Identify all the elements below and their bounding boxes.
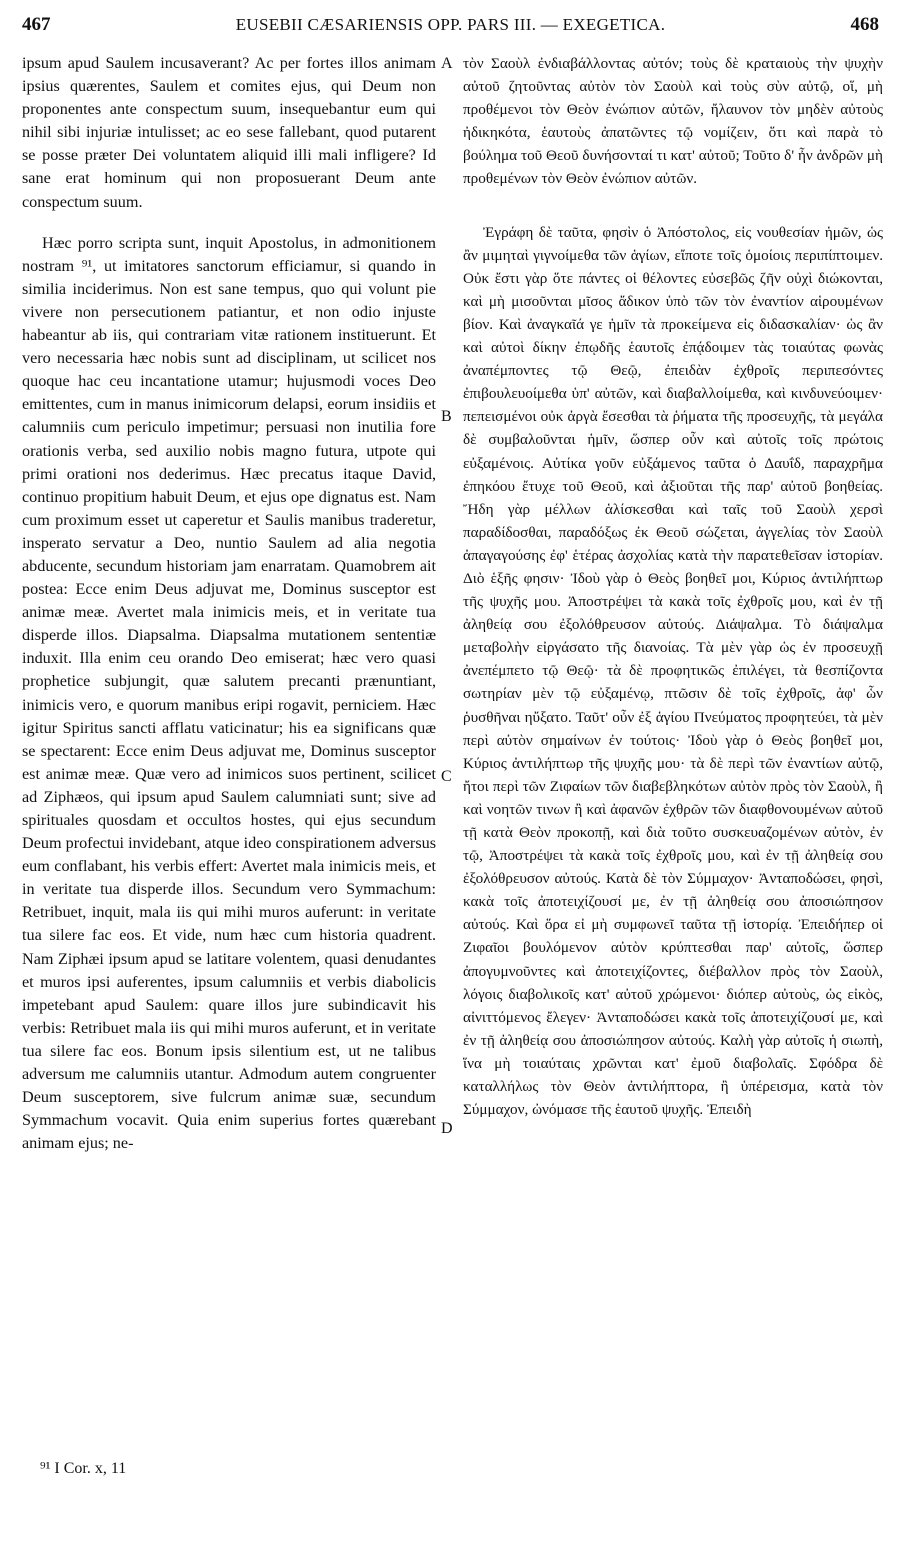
margin-marker-d: D [441, 1120, 453, 1137]
running-header [22, 14, 879, 40]
margin-marker-b: B [441, 408, 452, 425]
greek-paragraph-2: Ἐγράφη δὲ ταῦτα, φησὶν ὁ Ἀπόστολος, εἰς νουθεσίαν ἡμῶν, ὡς ἂν μιμηταὶ γιγνοίμεθα τῶν ἁγίων, εἴποτε τοῖς ὁμοίοις περιπίπτοιμεν. Οὐκ ἔστι γὰρ ὅτε πάντες οἱ θέλοντες εὐσεβῶς ζῆν οὐχὶ διώκονται, καὶ μὴ μισοῦνται μῖσος ἄδικον ὑπὸ τῶν τὸν ἐναντίον αἱρουμένων βίον. Καὶ ἀναγκαῖά γε ἡμῖν τὰ προκείμενα εἰς διδασκαλίαν· ὡς ἂν καὶ αὐτοὶ δίκην ἐπῳδῆς ἑαυτοῖς ἐπᾴδοιμεν τὰς τοιαύτας φωνὰς ἀναπέμποντες τῷ Θεῷ, ἐπειδὰν ἐχθροῖς περιπεσόντες ἐπιβουλευοίμεθα ὑπ' αὐτῶν, καὶ διαβαλλοίμεθα, καὶ κινδυνεύοιμεν· πεπεισμένοι οὐκ ἀργὰ ἔσεσθαι τὰ ῥήματα τῆς προσευχῆς, τὰ μεγάλα δὲ συμβαλοῦνται ἡμῖν, ὥσπερ οὖν καὶ αὐτοῖς τοῖς πρώτοις εὐξαμένοις. Αὐτίκα γοῦν εὐξάμενος ταῦτα ὁ Δαυΐδ, παραχρῆμα ἐπηκόου ἔτυχε τοῦ Θεοῦ, καὶ ἀξιοῦται τῆς παρ' αὐτοῦ βοηθείας. Ἤδη γὰρ μέλλων ἁλίσκεσθαι καὶ ταῖς τοῦ Σαοὺλ χερσὶ παραδίδοσθαι, παραδόξως ἐκ Θεοῦ σώζεται, ἀγγελίας τὸν Σαοὺλ ἀπαγαγούσης ἐφ' ἑτέρας ἀσχολίας κατὰ τὴν παρατεθεῖσαν ἱστορίαν. Διὸ ἑξῆς φησιν· Ἰδοὺ γὰρ ὁ Θεὸς βοηθεῖ μοι, Κύριος ἀντιλήπτωρ τῆς ψυχῆς μου. Ἀποστρέψει τὰ κακὰ τοῖς ἐχθροῖς μου, καὶ ἐν τῇ ἀληθείᾳ σου ἐξολόθρευσον αὐτούς. Διάψαλμα. Τὸ διάψαλμα μεταβολὴν εἰργάσατο τῆς διανοίας. Τὰ μὲν γὰρ ὡς ἐν προσευχῇ ἀνεπέμπετο τῷ Θεῷ· τὰ δὲ προφητικῶς ἐπιλέγει, τὰ θεσπίζοντα σωτηρίαν μὲν τῷ εὐξαμένῳ, πτῶσιν δὲ τοῖς ἐχθροῖς, ἀφ' ὧν ῥυσθῆναι ηὔξατο. Ταῦτ' οὖν ἐξ ἁγίου Πνεύματος προφητεύει, τὰ μὲν περὶ αὐτὸν σημαίνων ἐν τούτοις· Ἰδοὺ γὰρ ὁ Θεὸς βοηθεῖ μοι, Κύριος ἀντιλήπτωρ τῆς ψυχῆς μου· τὰ δὲ περὶ τῶν ἐναντίων αὐτῷ, ἤτοι περὶ τῶν Ζιφαίων τῶν διαβεβληκότων αὐτὸν πρὸς τὸν Σαοὺλ, ἢ καὶ νοητῶν τινων ἢ καὶ ἀφανῶν ἐχθρῶν τῶν διαφθονουμένων αὐτοῦ τῇ κατὰ Θεὸν προκοπῇ, καὶ διὰ τοῦτο συσκευαζομένων αὐτὸν, ἐν τῷ, Ἀποστρέψει τὰ κακὰ τοῖς ἐχθροῖς μου, καὶ ἐν τῇ ἀληθείᾳ σου ἐξολόθρευσον αὐτούς. Κατὰ δὲ τὸν Σύμμαχον· Ἀνταποδώσει, φησὶ, κακὰ τοῖς ἀποτειχίζουσί με, ἐν τῇ ἀληθείᾳ σου ἀποσιώπησον αὐτούς. Καὶ ὅρα εἰ μὴ συμφωνεῖ ταῦτα τῇ ἱστορίᾳ. Ἐπειδήπερ οἱ Ζιφαῖοι βουλόμενον αὐτὸν κρύπτεσθαι παρ' αὐτοῖς, ὥσπερ ἀπογυμνοῦντες καὶ ἀποτειχίζοντες, διέβαλλον πρὸς τὸν Σαοὺλ, λόγοις διαβολικοῖς κατ' αὐτοῦ χρώμενοι· διόπερ αὐτοὺς, ὡς εἰκὸς, αἰνιττόμενος ἔλεγεν· Ἀνταποδώσει κακὰ τοῖς ἀποτειχίζουσί με, καὶ ἐν τῇ ἀληθείᾳ σου ἀποσιώπησον αὐτούς. Καλὴ γὰρ αὐτοῖς ἡ σιωπὴ, ἵνα μὴ τοιαύταις χρῶνται κατ' ἐμοῦ διαβολαῖς. Σφόδρα δὲ καταλλήλως τὸν Θεὸν ἀντιλήπτορα, ἢ ὑπέρεισμα, κατὰ τὸν Σύμμαχον, ὠνόμασε τῆς ἑαυτοῦ ψυχῆς. Ἐπειδὴ [463, 223, 883, 1119]
margin-marker-a: A [441, 55, 453, 72]
paragraph-gap [463, 191, 883, 221]
page-number-left: 467 [22, 14, 51, 35]
greek-paragraph-1: τὸν Σαοὺλ ἐνδιαβάλλοντας αὐτόν; τοὺς δὲ κραταιοὺς τὴν ψυχὴν αὐτοῦ ζητοῦντας αὐτὸν τὸν Σαοὺλ καὶ τοὺς σὺν αὐτῷ, οἵ, μὴ προθέμενοι τὸν Θεὸν ἐνώπιον αὐτῶν, ἤλαυνον τὸν μηδὲν αὐτοὺς ἠδικηκότα, ἑαυτοὺς ἀπατῶντες τῷ νομίζειν, ὅτι καὶ παρὰ τὸ βούλημα τοῦ Θεοῦ δυνήσονταί τι κατ' αὐτοῦ; Τοῦτο δ' ἦν ἀνδρῶν μὴ προθεμένων τὸν Θεὸν ἐνώπιον αὐτῶν. [463, 55, 883, 188]
paragraph-gap [22, 214, 436, 232]
latin-column [22, 52, 436, 1155]
latin-paragraph-2: Hæc porro scripta sunt, inquit Apostolus, in admonitionem nostram ⁹¹, ut imitatores sanctorum efficiamur, si quando in similia inciderimus. Non est sane tempus, quo qui volunt pie vivere non persecutionem patiantur, et non odio injuste habeantur ab iis, qui contrariam vitæ rationem instituerunt. Et vero necessaria hæc nobis sunt ad disciplinam, ut scilicet nos quoque hac ceu incantatione utamur; hujusmodi voces Deo emittentes, cum in manus inimicorum delapsi, eorum insidiis et calumniis cum periculo impetimur; persuasi non inutilia fore orationis verba, sed auxilio nobis magno futura, utpote qui primi orationi nos dederimus. Hæc precatus itaque David, continuo propitium habuit Deum, et ejus ope dignatus est. Nam cum proximum esset ut caperetur et Saulis manibus traderetur, insperato servatur a Deo, nuntio Saulem ad alia negotia abducente, secundum historiam jam enarratam. Quamobrem ait postea: Ecce enim Deus adjuvat me, Dominus susceptor est animæ meæ. Avertet mala inimicis meis, et in veritate tua disperde illos. Diapsalma. Diapsalma mutationem sententiæ induxit. Illa enim ceu orando Deo emiserat; hæc vero quasi prophetice subjungit, quæ salutem precanti prænuntiant, inimicis vero, e quorum manibus eripi rogavit, perniciem. Hæc igitur Spiritus sancti afflatu vaticinatur; his ea significans quæ se spectarent: Ecce enim Deus adjuvat me, Dominus susceptor est animæ meæ. Quæ vero ad inimicos suos pertinent, scilicet ad Ziphæos, qui ipsum apud Saulem calumniati sunt; sive ad spirituales quosdam et occultos hostes, qui ejus secundum Deum profectui invidebant, atque ideo conspirationem adversus eum conflabant, his verbis effert: Avertet mala inimicis meis, et in veritate tua disperde illos. Secundum vero Symmachum: Retribuet, inquit, mala iis qui mihi muros auferunt: in veritate tua silere fac eos. Et vide, num hæc cum historia quadrent. Nam Ziphæi ipsum apud se latitare volentem, quasi denudantes et muros ipsi auferentes, ipsum calumniis et verbis diabolicis impetebant apud Saulem: quare illos jure subindicavit his verbis: Retribuet mala iis qui mihi muros auferunt, et in veritate tua silere fac eos. Bonum ipsis silentium est, ut ne talibus adversum me calumniis utantur. Admodum autem congruenter Deum susceptorem, sive fulcrum animæ suæ, secundum Symmachum vocavit. Quia enim superius fortes quærebant animam ejus; ne- [22, 233, 437, 1153]
running-title: EUSEBII CÆSARIENSIS OPP. PARS III. — EXEGETICA. [235, 15, 666, 34]
greek-column [463, 52, 883, 1121]
footnote: ⁹¹ I Cor. x, 11 [40, 1460, 127, 1477]
page-number-right: 468 [850, 14, 879, 35]
margin-marker-c: C [441, 768, 452, 785]
latin-paragraph-1: ipsum apud Saulem incusaverant? Ac per fortes illos animam ipsius quærentes, Saulem et comites ejus, qui Deum non proponentes ante conspectum suum, insequebantur eum qui nihil sibi injuriæ intulisset; ac eo sese fallebant, quod putarent se posse præter Dei voluntatem aliquid illi mali infligere? Id sane erat hominum qui non proposuerant Deum ante conspectum suum. [22, 54, 436, 211]
